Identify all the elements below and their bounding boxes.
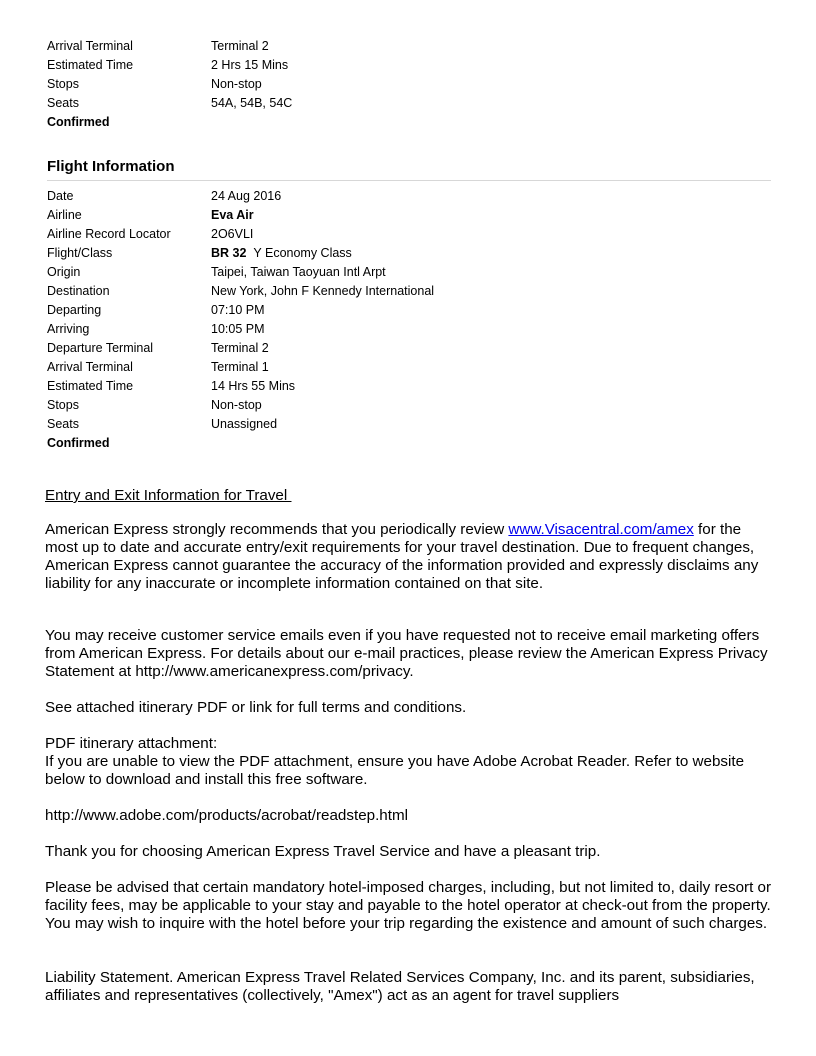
detail-row <box>47 37 292 56</box>
detail-row <box>47 415 434 434</box>
arrival-terminal-value: Terminal 1 <box>211 360 269 374</box>
seats-value: 54A, 54B, 54C <box>211 96 293 110</box>
arrival-terminal-label: Arrival Terminal <box>47 39 133 53</box>
visacentral-link[interactable]: www.Visacentral.com/amex <box>508 521 694 538</box>
detail-row <box>47 263 434 282</box>
detail-row <box>47 187 434 206</box>
departure-terminal-label: Departure Terminal <box>47 341 154 355</box>
email-notice-text: You may receive customer service emails even if you have requested not to receive email marketing offers from American Express. For details about our e-mail practices, please review the American Express Privacy Statement at http://www.americanexpress.com/privacy. <box>45 627 768 680</box>
confirmed-status: Confirmed <box>47 436 110 450</box>
destination-value: New York, John F Kennedy International <box>211 284 435 298</box>
seats-label: Seats <box>47 96 79 110</box>
departure-terminal-value: Terminal 2 <box>211 341 269 355</box>
seats-value: Unassigned <box>211 417 278 431</box>
departing-value: 07:10 PM <box>211 303 265 317</box>
stops-value: Non-stop <box>211 398 262 412</box>
detail-row <box>47 244 434 263</box>
detail-row <box>47 225 434 244</box>
adobe-url-text: http://www.adobe.com/products/acrobat/readstep.html <box>45 807 409 824</box>
seats-label: Seats <box>47 417 79 431</box>
thank-you-paragraph <box>45 843 775 861</box>
arriving-label: Arriving <box>47 322 90 336</box>
thank-you-text: Thank you for choosing American Express Travel Service and have a pleasant trip. <box>45 843 601 860</box>
detail-row <box>47 339 434 358</box>
arrival-terminal-label: Arrival Terminal <box>47 360 133 374</box>
record-locator-label: Airline Record Locator <box>47 227 171 241</box>
detail-row <box>47 94 292 113</box>
detail-row <box>47 56 292 75</box>
entry-exit-paragraph <box>45 521 775 593</box>
airline-label: Airline <box>47 208 82 222</box>
record-locator-value: 2O6VLI <box>211 227 254 241</box>
hotel-charges-paragraph <box>45 879 775 933</box>
arriving-value: 10:05 PM <box>211 322 265 336</box>
departing-label: Departing <box>47 303 102 317</box>
entry-exit-title: Entry and Exit Information for Travel <box>45 487 292 504</box>
entry-exit-text-before: American Express strongly recommends that you periodically review <box>45 521 509 538</box>
liability-text: Liability Statement. American Express Travel Related Services Company, Inc. and its parent, subsidiaries, affiliates and representatives (collectively, "Amex") act as an agent for travel suppliers <box>45 969 755 1004</box>
date-label: Date <box>47 189 74 203</box>
destination-label: Destination <box>47 284 110 298</box>
flight-number: BR 32 <box>211 246 247 260</box>
origin-label: Origin <box>47 265 81 279</box>
cabin-class: Y Economy Class <box>253 246 352 260</box>
flight-information-heading: Flight Information <box>47 157 771 181</box>
detail-row <box>47 358 434 377</box>
detail-row <box>47 301 434 320</box>
email-notice-paragraph <box>45 627 775 681</box>
detail-row <box>47 320 434 339</box>
arrival-terminal-value: Terminal 2 <box>211 39 269 53</box>
stops-label: Stops <box>47 398 79 412</box>
liability-paragraph <box>45 969 775 1005</box>
previous-segment-details <box>47 37 292 132</box>
pdf-attachment-paragraph <box>45 735 775 789</box>
estimated-time-value: 2 Hrs 15 Mins <box>211 58 289 72</box>
pdf-attachment-text: If you are unable to view the PDF attachment, ensure you have Adobe Acrobat Reader. Refer to website below to download and install this free software. <box>45 753 745 788</box>
adobe-url-paragraph <box>45 807 775 825</box>
estimated-time-label: Estimated Time <box>47 58 134 72</box>
flight-details <box>47 187 434 453</box>
attached-terms-text: See attached itinerary PDF or link for full terms and conditions. <box>45 699 467 716</box>
entry-exit-text <box>45 521 775 593</box>
detail-row <box>47 75 292 94</box>
flight-class-label: Flight/Class <box>47 246 113 260</box>
date-value: 24 Aug 2016 <box>211 189 282 203</box>
airline-value: Eva Air <box>211 208 254 222</box>
detail-row <box>47 396 434 415</box>
flight-class-value <box>211 244 352 263</box>
stops-value: Non-stop <box>211 77 262 91</box>
terms-paragraph <box>45 699 775 717</box>
stops-label: Stops <box>47 77 79 91</box>
pdf-attachment-title: PDF itinerary attachment: <box>45 735 218 752</box>
hotel-charges-text: Please be advised that certain mandatory hotel-imposed charges, including, but not limited to, daily resort or facility fees, may be applicable to your stay and payable to the hotel operator at check-out from the property. You may wish to inquire with the hotel before your trip regarding the existence and amount of such charges. <box>45 879 772 932</box>
detail-row <box>47 206 434 225</box>
estimated-time-label: Estimated Time <box>47 379 134 393</box>
entry-exit-title-block <box>45 487 775 505</box>
estimated-time-value: 14 Hrs 55 Mins <box>211 379 296 393</box>
detail-row <box>47 282 434 301</box>
confirmed-status: Confirmed <box>47 115 110 129</box>
entry-exit-text-after: for the most up to date and accurate entry/exit requirements for your travel destination. Due to frequent changes, American Express cannot guarantee the accuracy of the information provided and expressly disclaims any liability for any inaccurate or incomplete information contained on that site. <box>45 521 759 592</box>
origin-value: Taipei, Taiwan Taoyuan Intl Arpt <box>211 265 386 279</box>
detail-row <box>47 377 434 396</box>
